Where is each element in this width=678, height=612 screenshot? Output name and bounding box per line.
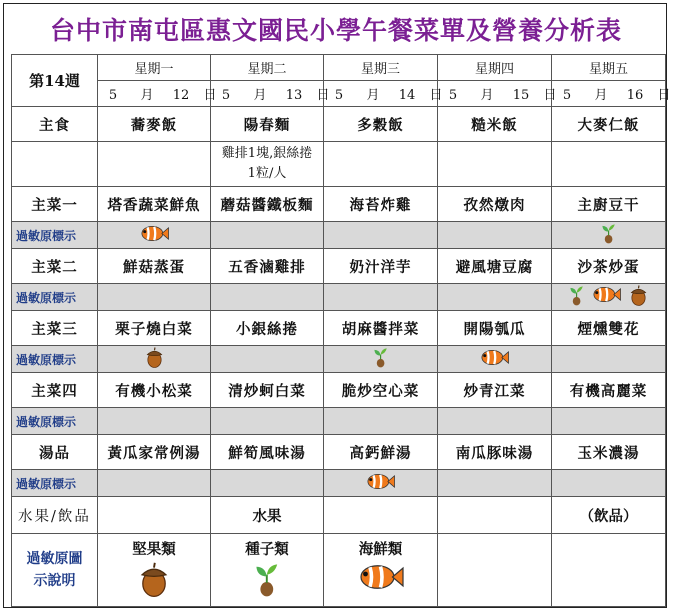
dish-item: 小銀絲捲 bbox=[211, 311, 324, 346]
allergy-cell bbox=[211, 470, 324, 497]
date-mlabel: 月 bbox=[253, 88, 267, 103]
day-name: 星期四 bbox=[438, 55, 552, 81]
note-empty bbox=[438, 142, 552, 187]
allergy-row bbox=[12, 222, 666, 249]
dish-item: 南瓜豚味湯 bbox=[438, 435, 552, 470]
allergy-cell bbox=[324, 222, 438, 249]
dish-item: 沙茶炒蛋 bbox=[552, 249, 666, 284]
date-month: 5 bbox=[334, 88, 344, 103]
nut-icon bbox=[145, 347, 164, 368]
legend-name: 海鮮類 bbox=[358, 541, 403, 558]
legend-name: 堅果類 bbox=[132, 541, 176, 558]
allergy-cell bbox=[211, 222, 324, 249]
allergy-cell bbox=[552, 408, 666, 435]
seed-icon bbox=[373, 347, 388, 368]
allergy-cell bbox=[324, 346, 438, 373]
allergy-cell bbox=[98, 346, 211, 373]
day-date bbox=[324, 81, 443, 107]
fish-icon bbox=[366, 472, 395, 491]
dish-item: 鮮筍風味湯 bbox=[211, 435, 324, 470]
legend-row bbox=[12, 534, 666, 607]
seed-icon bbox=[569, 285, 584, 306]
seed-icon bbox=[601, 223, 616, 244]
dish-item: 脆炒空心菜 bbox=[324, 373, 438, 408]
dish-item: 胡麻醬拌菜 bbox=[324, 311, 438, 346]
allergy-cell bbox=[438, 408, 552, 435]
date-dlabel: 日 bbox=[316, 88, 330, 103]
staple-item: 多穀飯 bbox=[324, 107, 438, 142]
date-month: 5 bbox=[108, 88, 118, 103]
row-label: 主菜三 bbox=[12, 311, 98, 346]
allergy-cell bbox=[552, 284, 666, 311]
day-name: 星期一 bbox=[98, 55, 211, 81]
dish-item: 有機高麗菜 bbox=[552, 373, 666, 408]
allergy-cell bbox=[438, 284, 552, 311]
date-month: 5 bbox=[562, 88, 572, 103]
dish-row bbox=[12, 187, 666, 222]
allergy-cell bbox=[324, 284, 438, 311]
date-mlabel: 月 bbox=[480, 88, 494, 103]
date-dlabel: 日 bbox=[429, 88, 443, 103]
dish-item: 開陽瓠瓜 bbox=[438, 311, 552, 346]
seed-icon bbox=[254, 562, 280, 597]
staple-row bbox=[12, 107, 666, 142]
allergy-label: 過敏原標示 bbox=[12, 222, 98, 249]
allergy-row bbox=[12, 346, 666, 373]
staple-item: 陽春麵 bbox=[211, 107, 324, 142]
dish-item: 高鈣鮮湯 bbox=[324, 435, 438, 470]
row-label: 主菜四 bbox=[12, 373, 98, 408]
legend-name: 種子類 bbox=[245, 541, 289, 558]
date-mlabel: 月 bbox=[594, 88, 608, 103]
date-month: 5 bbox=[448, 88, 458, 103]
date-row bbox=[12, 81, 666, 107]
allergy-cell bbox=[438, 346, 552, 373]
row-label: 水果/飲品 bbox=[12, 497, 98, 534]
menu-sheet bbox=[3, 3, 671, 608]
allergy-cell bbox=[98, 284, 211, 311]
note-empty bbox=[324, 142, 438, 187]
day-name: 星期三 bbox=[324, 55, 438, 81]
dish-item: 鮮菇蒸蛋 bbox=[98, 249, 211, 284]
note-row bbox=[12, 142, 666, 187]
allergy-cell bbox=[552, 470, 666, 497]
day-date bbox=[211, 81, 330, 107]
dish-row bbox=[12, 373, 666, 408]
dish-item: 清炒蚵白菜 bbox=[211, 373, 324, 408]
day-date bbox=[552, 81, 671, 107]
dish-item: 有機小松菜 bbox=[98, 373, 211, 408]
week-label: 第14週 bbox=[12, 55, 98, 107]
allergy-cell bbox=[324, 470, 438, 497]
fruit-row bbox=[12, 497, 666, 534]
row-label: 主食 bbox=[12, 107, 98, 142]
note-empty bbox=[12, 142, 98, 187]
dish-item: 煙燻雙花 bbox=[552, 311, 666, 346]
note-empty bbox=[98, 142, 211, 187]
date-date: 14 bbox=[398, 88, 416, 103]
page-title: 台中市南屯區惠文國民小學午餐菜單及營養分析表 bbox=[49, 16, 622, 45]
nut-icon bbox=[629, 285, 648, 306]
legend-empty bbox=[438, 534, 552, 607]
dish-item: 栗子燒白菜 bbox=[98, 311, 211, 346]
date-mlabel: 月 bbox=[140, 88, 154, 103]
day-date bbox=[438, 81, 557, 107]
allergy-cell bbox=[438, 470, 552, 497]
dish-item: 避風塘豆腐 bbox=[438, 249, 552, 284]
allergy-cell bbox=[98, 408, 211, 435]
dish-item: 黃瓜家常例湯 bbox=[98, 435, 211, 470]
legend-item bbox=[211, 534, 324, 607]
date-dlabel: 日 bbox=[203, 88, 217, 103]
fruit-item: 水果 bbox=[211, 497, 324, 534]
dish-item: 玉米濃湯 bbox=[552, 435, 666, 470]
allergy-cell bbox=[98, 222, 211, 249]
legend-empty bbox=[552, 534, 666, 607]
allergy-cell bbox=[552, 222, 666, 249]
date-date: 12 bbox=[172, 88, 190, 103]
date-date: 13 bbox=[285, 88, 303, 103]
dish-item: 主廚豆干 bbox=[552, 187, 666, 222]
allergy-row bbox=[12, 408, 666, 435]
allergy-label: 過敏原標示 bbox=[12, 346, 98, 373]
row-label: 湯品 bbox=[12, 435, 98, 470]
dish-item: 奶汁洋芋 bbox=[324, 249, 438, 284]
date-month: 5 bbox=[221, 88, 231, 103]
fish-icon bbox=[592, 285, 621, 304]
allergy-label: 過敏原標示 bbox=[12, 470, 98, 497]
staple-item: 大麥仁飯 bbox=[552, 107, 666, 142]
allergy-label: 過敏原標示 bbox=[12, 408, 98, 435]
staple-item: 糙米飯 bbox=[438, 107, 552, 142]
day-name: 星期二 bbox=[211, 55, 324, 81]
allergy-cell bbox=[211, 408, 324, 435]
fish-icon bbox=[140, 224, 169, 243]
fruit-item bbox=[98, 497, 211, 534]
fish-icon bbox=[480, 348, 509, 367]
dish-item: 蘑菇醬鐵板麵 bbox=[211, 187, 324, 222]
legend-label: 過敏原圖示說明 bbox=[12, 534, 98, 607]
fruit-item bbox=[324, 497, 438, 534]
dish-row bbox=[12, 311, 666, 346]
nut-icon bbox=[138, 562, 170, 597]
date-date: 15 bbox=[512, 88, 530, 103]
dish-row bbox=[12, 435, 666, 470]
staple-item: 蕎麥飯 bbox=[98, 107, 211, 142]
allergy-row bbox=[12, 284, 666, 311]
row-label: 主菜二 bbox=[12, 249, 98, 284]
date-date: 16 bbox=[626, 88, 644, 103]
row-label: 主菜一 bbox=[12, 187, 98, 222]
legend-item bbox=[98, 534, 211, 607]
allergy-label: 過敏原標示 bbox=[12, 284, 98, 311]
fruit-item bbox=[438, 497, 552, 534]
day-name: 星期五 bbox=[552, 55, 666, 81]
allergy-cell bbox=[98, 470, 211, 497]
fish-icon bbox=[358, 562, 403, 592]
legend-item bbox=[324, 534, 438, 607]
day-date bbox=[98, 81, 217, 107]
dish-item: 塔香蔬菜鮮魚 bbox=[98, 187, 211, 222]
dish-item: 炒青江菜 bbox=[438, 373, 552, 408]
allergy-cell bbox=[324, 408, 438, 435]
dish-item: 五香滷雞排 bbox=[211, 249, 324, 284]
date-dlabel: 日 bbox=[543, 88, 557, 103]
allergy-row bbox=[12, 470, 666, 497]
allergy-cell bbox=[438, 222, 552, 249]
menu-table bbox=[11, 54, 671, 607]
fruit-item: （飲品） bbox=[552, 497, 666, 534]
dish-item: 孜然燉肉 bbox=[438, 187, 552, 222]
dish-item: 海苔炸雞 bbox=[324, 187, 438, 222]
allergy-cell bbox=[211, 284, 324, 311]
allergy-cell bbox=[211, 346, 324, 373]
dish-row bbox=[12, 249, 666, 284]
date-dlabel: 日 bbox=[657, 88, 671, 103]
day-header-row bbox=[12, 55, 666, 81]
note-text: 雞排1塊,銀絲捲1粒/人 bbox=[211, 142, 324, 187]
date-mlabel: 月 bbox=[366, 88, 380, 103]
note-empty bbox=[552, 142, 666, 187]
allergy-cell bbox=[552, 346, 666, 373]
